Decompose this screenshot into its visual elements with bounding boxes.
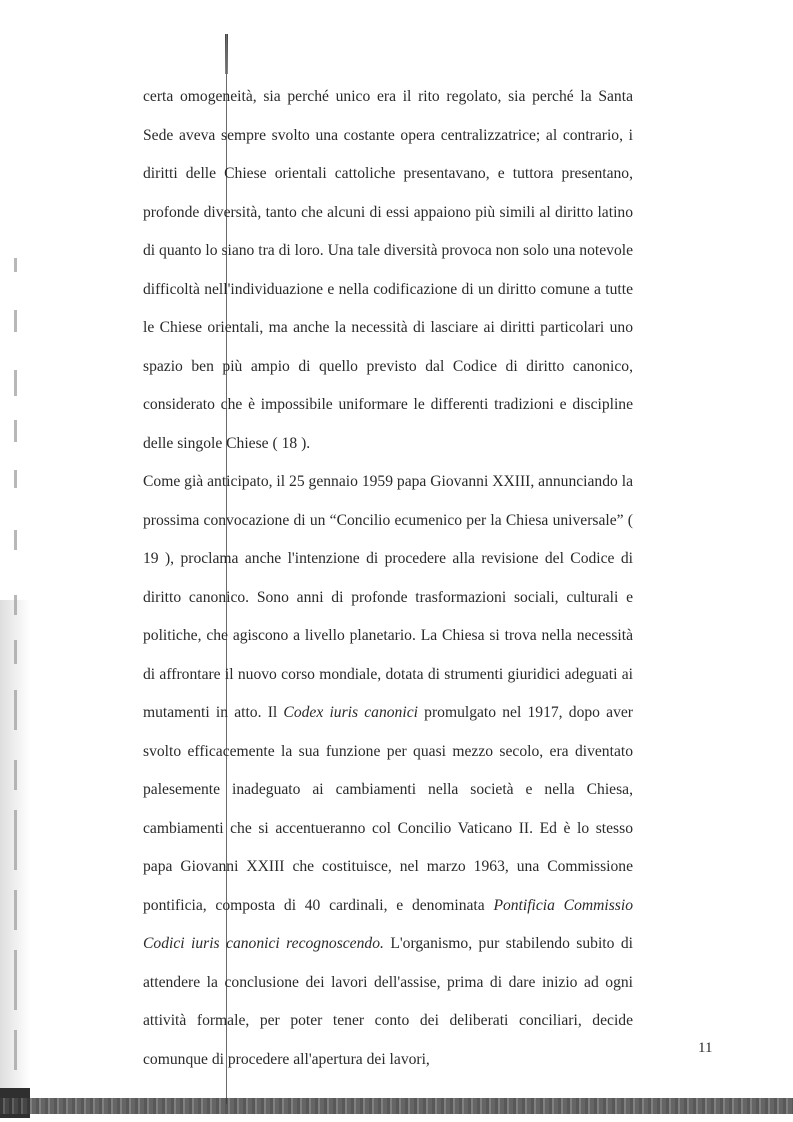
body-text: [143, 78, 633, 1079]
paragraph-1: [143, 78, 633, 463]
scan-speck: [14, 370, 17, 396]
scan-shadow: [0, 600, 30, 1100]
paragraph-2-text-b: promulgato nel 1917, dopo aver svolto efficacemente la sua funzione per quasi mezzo secolo, era diventato palesemente inadeguato ai cambiamenti nella società e nella Chiesa, cambiamenti che si accentueranno col Concilio Vaticano II. Ed è lo stesso papa Giovanni XXIII che costituisce, nel marzo 1963, una Commissione pontificia, composta di 40 cardinali, e denominata: [143, 704, 633, 914]
scan-speck: [14, 258, 17, 272]
paragraph-2-text-c: L'organismo, pur stabilendo subito di attendere la conclusione dei lavori dell'assise, prima di dare inizio ad ogni attività formale, per poter tener conto dei deliberati conciliari, decide comunque di procedere all'apertura dei lavori,: [143, 935, 633, 1068]
commission-name: Pontificia Commissio Codici iuris canonici recognoscendo.: [143, 896, 633, 952]
scan-speck: [14, 310, 17, 332]
scan-speck: [14, 420, 17, 442]
scan-speck: [14, 530, 17, 550]
scan-speck: [14, 470, 17, 488]
scan-edge-bottom: [0, 1098, 793, 1114]
paragraph-1-text: certa omogeneità, sia perché unico era il rito regolato, sia perché la Santa Sede aveva sempre svolto una costante opera centralizzatrice; al contrario, i diritti delle Chiese orientali cattoliche presentavano, e tuttora presentano, profonde diversità, tanto che alcuni di essi appaiono più simili al diritto latino di quanto lo siano tra di loro. Una tale diversità provoca non solo una notevole difficoltà nell'individuazione e nella codificazione di un diritto comune a tutte le Chiese orientali, ma anche la necessità di lasciare ai diritti particolari uno spazio ben più ampio di quello previsto dal Codice di diritto canonico, considerato che è impossibile uniformare le differenti tradizioni e discipline delle singole Chiese ( 18 ).: [143, 88, 633, 452]
codex-title: Codex iuris canonici: [283, 704, 418, 721]
page-number: 11: [698, 1040, 713, 1056]
paragraph-2-text-a: Come già anticipato, il 25 gennaio 1959 papa Giovanni XXIII, annunciando la prossima convocazione di un “Concilio ecumenico per la Chiesa universale” ( 19 ), proclama anche l'intenzione di procedere alla revisione del Codice di diritto canonico. Sono anni di profonde trasformazioni sociali, culturali e politiche, che agiscono a livello planetario. La Chiesa si trova nella necessità di affrontare il nuovo corso mondiale, dotata di strumenti giuridici adeguati ai mutamenti in atto. Il: [143, 473, 633, 721]
paragraph-2: [143, 463, 633, 1079]
